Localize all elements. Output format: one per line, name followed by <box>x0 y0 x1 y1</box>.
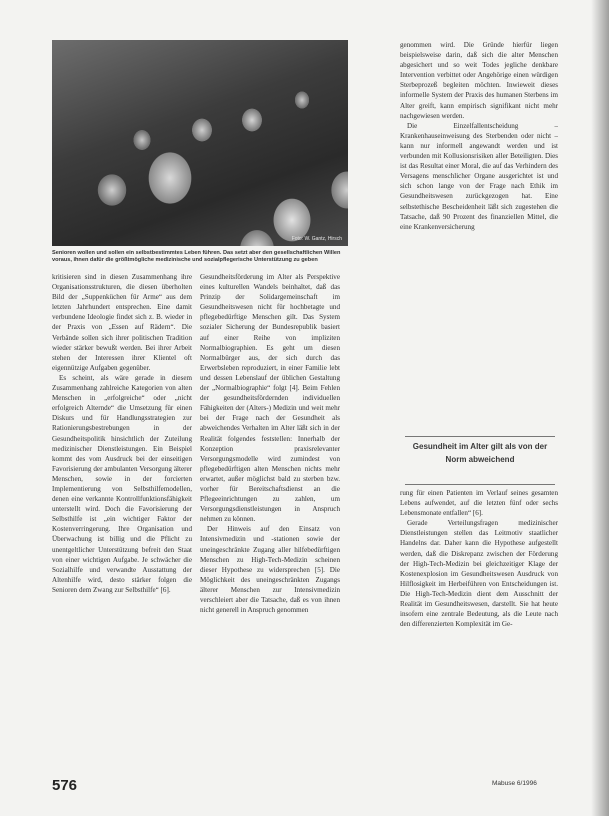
journal-issue: Mabuse 6/1996 <box>492 780 537 787</box>
paragraph: rung für einen Patienten im Verlauf seines gesamten Lebens aufwendet, auf die letzten fünf oder sechs Lebensmonate entfallen“ [6]. <box>400 489 558 518</box>
text-column-3-top <box>400 40 558 428</box>
pull-quote: Gesundheit im Alter gilt als von der Norm abweichend <box>405 436 555 485</box>
text-column-2 <box>200 272 340 772</box>
page-number: 576 <box>52 777 78 794</box>
photo-caption: Senioren wollen und sollen ein selbstbestimmtes Leben führen. Das setzt aber den gesellschaftlichen Willen voraus, ihnen dafür die größtmögliche medizinische und sozialpflegerische Unterstützung zu geben <box>52 250 341 263</box>
paragraph: kritisieren sind in diesen Zusammenhang ihre Organisationsstrukturen, die diesen überholten Bild der „Suppenküchen für Arme“ aus dem letzten Jahrhundert entsprechen. Eine damit verbundene Ideologie findet sich z. B. wieder in der Praxis von „Essen auf Rädern“. Die Verbände sollen sich ihrer politischen Tradition wieder stärker bewußt werden. Bei ihrer Arbeit stehen der Interessen ihrer Klientel oft eigennützige Aufgaben gegenüber. <box>52 273 192 372</box>
article-photo <box>52 40 348 246</box>
photo-credit: Foto: W. Gantz, Hirsch <box>291 236 342 242</box>
paragraph: Gesundheitsförderung im Alter als Perspektive eines kulturellen Wandels beinhaltet, daß das Prinzip der Solidargemeinschaft im Gesundheitswesen nicht für hochbetagte und pflegebedürftige Menschen gilt. Das System sozialer Sicherung der Bundesrepublik basiert auf einer Reihe von impliziten Normalbiographien. Es geht um diesen Normalbürger aus, der sich durch das Erwerbsleben reproduziert, in einer Familie lebt und dessen Lebenslauf der üblichen Gestaltung der „Normalbiographie“ folgt [4]. Beim Fehlen der gesundheitsfördernden individuellen Fähigkeiten der (Alters-) Medizin und weit mehr bei der Frage nach der Gesundheit als abweichendes Verhalten im Alter läßt sich in der Realität folgendes feststellen: Innerhalb der Konzeption praxisrelevanter Versorgungsmodelle wird zumindest von pflegebedürftigen alten Menschen nichts mehr erwartet, außer möglichst bald zu sterben bzw. vorher für Bereitschaftsdienst an die Pflegeeinrichtungen zu zahlen, um Versorgungsdienstleistungen in Anspruch nehmen zu können. <box>200 273 340 524</box>
paragraph: Es scheint, als wäre gerade in diesem Zusammenhang zahlreiche Kategorien von alten Menschen in „erfolgreiche“ oder „nicht erfolgreich Alternde“ die Umsetzung für einen Diskurs und für Handlungsstrategien zur Rationierungsbestrebungen in der Gesundheitspolitik hinsichtlich der Zuteilung medizinischer Dienstleistungen. Ein Beispiel kommt des vom Ausdruck bei der einseitigen Favorisierung der ambulanten Versorgung älterer Menschen, sowie in der forcierten Implementierung von Selbsthilfemodellen, denen eine verkannte Kontrollfunktionsfähigkeit unterstellt wird. Doch die Favorisierung der Selbsthilfe ist „ein wichtiger Faktor der Kostenverringerung. Ihre Organisation und Überwachung ist billig und die Pflicht zu unentgeltlicher Unterstützung befreit den Staat von einer wichtigen Aufgabe. Je schwächer die Sozialhilfe und verwandte Ausstattung der Altenhilfe wird, desto stärker folgen die Senioren dem Zwang zur Selbsthilfe“ [6]. <box>52 373 192 594</box>
paragraph: Die Einzelfallentscheidung – Krankenhauseinweisung des Sterbenden oder nicht – kann nur informell angewandt werden und ist verbunden mit Kollusionsrisiken aller Beteiligten. Dies ist das Resultat einer Moral, die auf das Verhindern des Versagens menschlicher Organe ausgerichtet ist und sich schon lange von der Frage nach Ethik im Gesundheitswesen zurückgezogen hat. Eine selbstethische Bescheidenheit läßt sich zugestehen die Tatsache, daß 90 Prozent des finanziellen Mittel, die eine Krankenversicherung <box>400 121 558 231</box>
text-column-3-bottom <box>400 488 558 774</box>
paragraph: Gerade Verteilungsfragen medizinischer Dienstleistungen stellen das Leitmotiv staatlicher Handelns dar. Daher kann die Hypothese aufgestellt werden, daß die Diskrepanz zwischen der Förderung der High-Tech-Medizin bei gleichzeitiger Klage der Kostenexplosion im Gesundheitswesen Ausdruck von Hilflosigkeit im Herbeiführen von Entscheidungen ist. Die High-Tech-Medizin dient dem Ausschnitt der Realität im Gesundheitswesen, darstellt. Sie hat heute insofern eine zentrale Bedeutung, als die Leute nach den differenzierten Komplexität im Ge- <box>400 519 558 629</box>
text-column-1 <box>52 272 192 772</box>
page-edge-shadow <box>591 0 609 816</box>
paragraph: Der Hinweis auf den Einsatz von Intensivmedizin und -stationen sowie der uneingeschränkte Zugang aller hilfebedürftigen Menschen zu High-Tech-Medizin scheinen dieser Hypothese zu widersprechen [5]. Die Möglichkeit des uneingeschränkten Zugangs älterer Menschen zur Intensivmedizin verschleiert aber die Tatsache, daß es von ihnen nicht generell in Anspruch genommen <box>200 525 340 615</box>
paragraph: genommen wird. Die Gründe hierfür liegen beispielsweise darin, daß sich die alter Menschen abgesichert und so weit Todes jegliche denkbare Intervention verbittet oder Angehörige einen würdigen Sterbeprozeß begleiten möchten. Inwieweit dieses informelle System der Praxis des humanen Sterbens im Alter greift, kann empirisch signifikant nicht mehr nachgewiesen werden. <box>400 41 558 120</box>
